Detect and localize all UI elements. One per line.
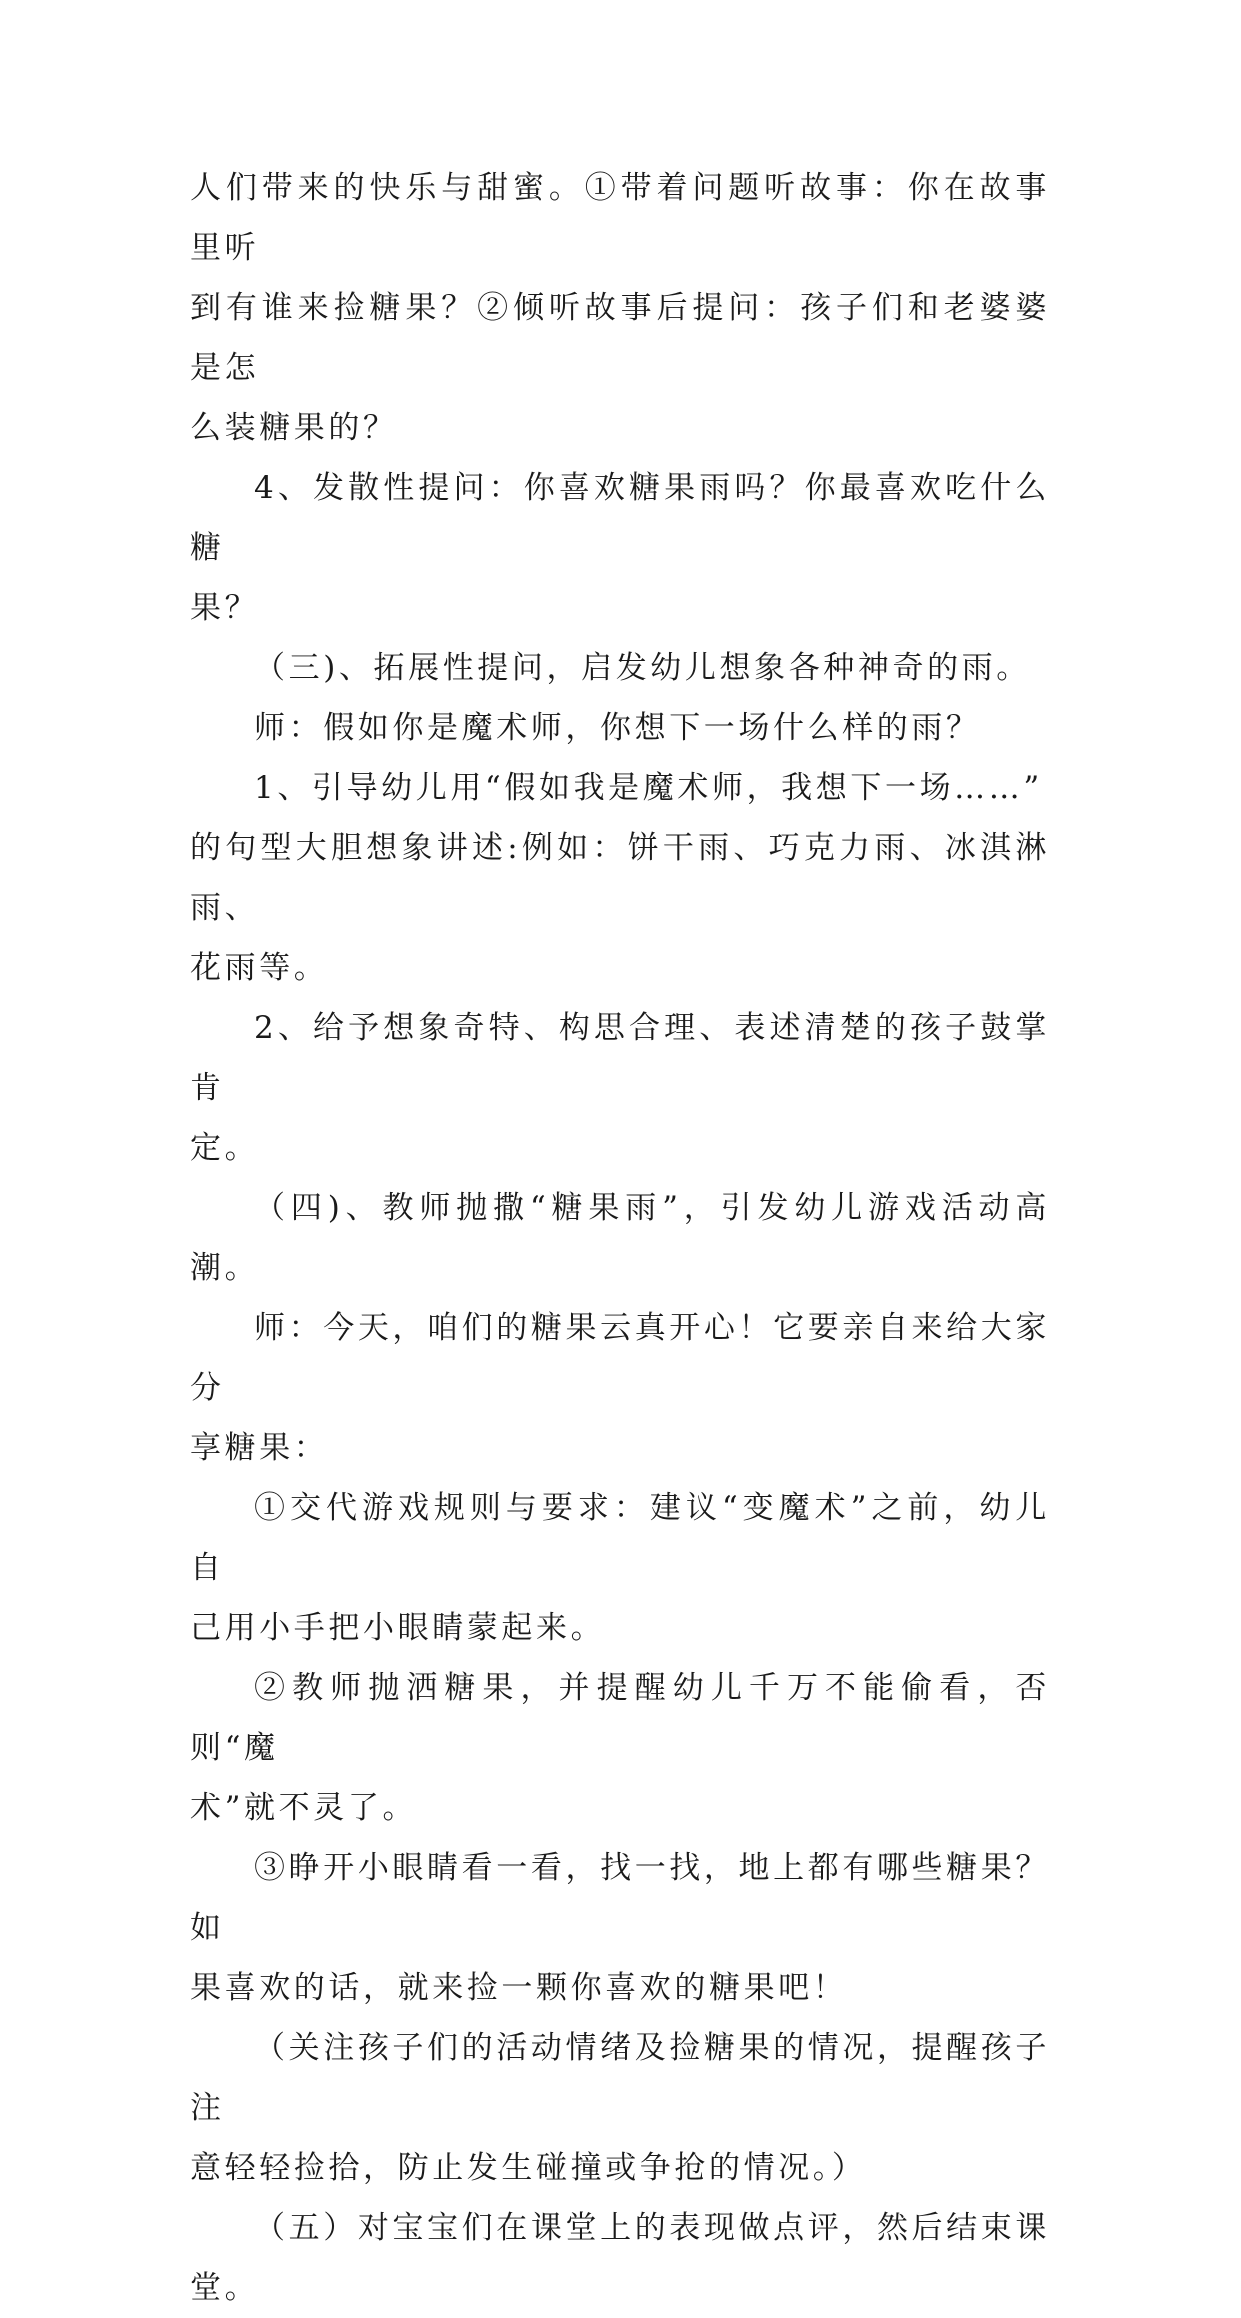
- paragraph-4: 师：假如你是魔术师，你想下一场什么样的雨？: [254, 710, 981, 746]
- paragraph-3: （三)、拓展性提问，启发幼儿想象各种神奇的雨。: [254, 650, 1031, 686]
- paragraph-1: 人们带来的快乐与甜蜜。①带着问题听故事：你在故事里听 到有谁来捡糖果？②倾听故事后提问：孩子们和老婆婆是怎 么装糖果的？: [190, 170, 1050, 446]
- paragraph-8: 师：今天，咱们的糖果云真开心！它要亲自来给大家分 享糖果：: [190, 1310, 1050, 1466]
- paragraph-6: 2、给予想象奇特、构思合理、表述清楚的孩子鼓掌肯 定。: [190, 1010, 1050, 1166]
- paragraph-9: ①交代游戏规则与要求：建议“变魔术”之前，幼儿自 己用小手把小眼睛蒙起来。: [190, 1490, 1050, 1646]
- paragraph-12: （关注孩子们的活动情绪及捡糖果的情况，提醒孩子注 意轻轻捡拾，防止发生碰撞或争抢的情况。）: [190, 2030, 1050, 2186]
- paragraph-7: （四)、教师抛撒“糖果雨”，引发幼儿游戏活动高潮。: [190, 1190, 1050, 1286]
- paragraph-2: 4、发散性提问：你喜欢糖果雨吗？你最喜欢吃什么糖 果？: [190, 470, 1050, 626]
- paragraph-5: 1、引导幼儿用“假如我是魔术师，我想下一场……” 的句型大胆想象讲述:例如：饼干雨、巧克力雨、冰淇淋雨、 花雨等。: [190, 770, 1050, 986]
- paragraph-13: （五）对宝宝们在课堂上的表现做点评，然后结束课堂。: [190, 2210, 1050, 2306]
- paragraph-10: ②教师抛洒糖果，并提醒幼儿千万不能偷看，否则“魔 术”就不灵了。: [190, 1670, 1050, 1826]
- paragraph-11: ③睁开小眼睛看一看，找一找，地上都有哪些糖果？如 果喜欢的话，就来捡一颗你喜欢的糖果吧！: [190, 1850, 1050, 2006]
- document-body: [190, 158, 1050, 2318]
